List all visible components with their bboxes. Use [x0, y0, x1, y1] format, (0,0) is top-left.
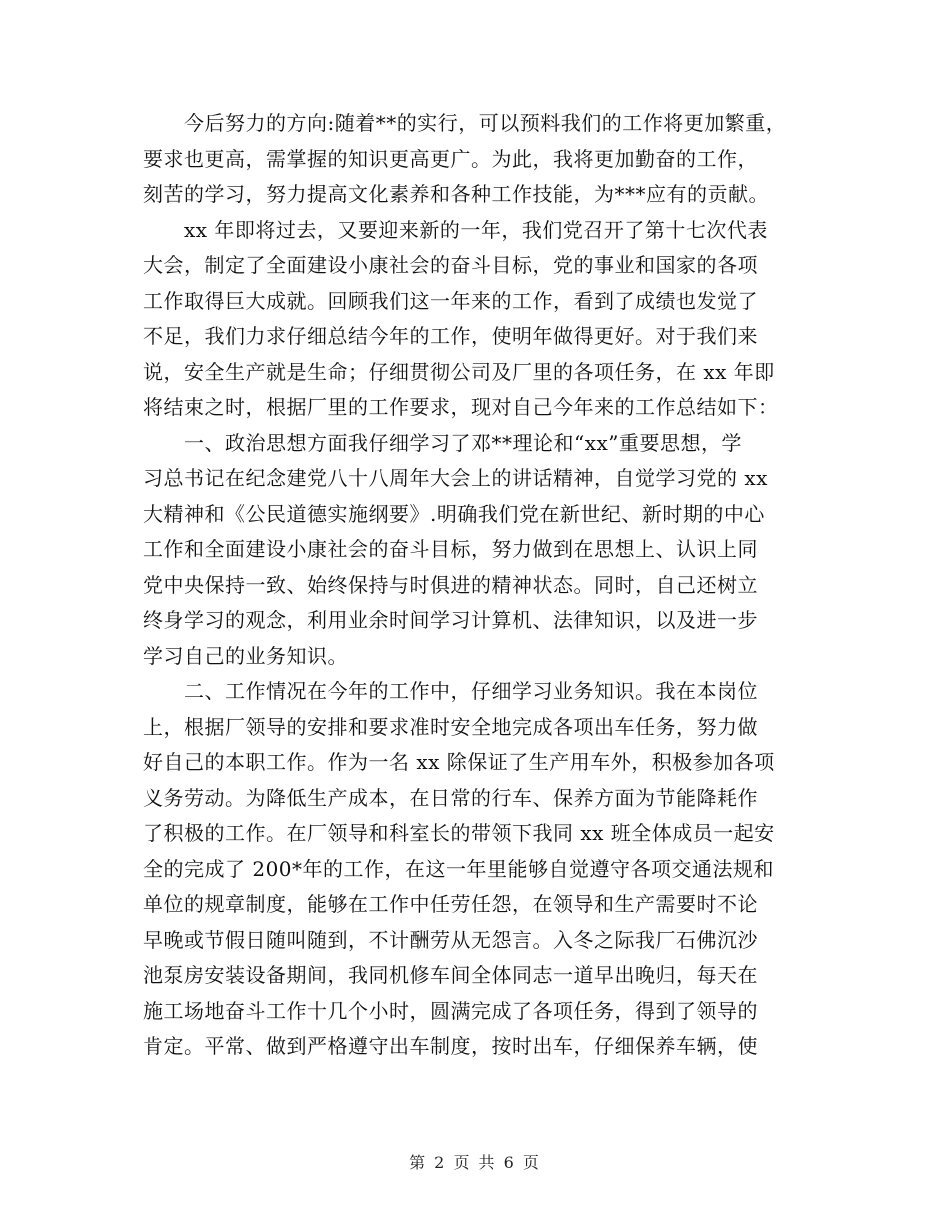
text-line: 将结束之时，根据厂里的工作要求，现对自己今年来的工作总结如下：: [143, 395, 779, 419]
text-line: 义务劳动。为降低生产成本，在日常的行车、保养方面为节能降耗作: [143, 785, 758, 810]
text-line: 肯定。平常、做到严格遵守出车制度，按时出车，仔细保养车辆，使: [143, 1034, 758, 1058]
text-line: 施工场地奋斗工作十几个小时，圆满完成了各项任务，得到了领导的: [143, 998, 758, 1023]
text-line: 好自己的本职工作。作为一名 xx 除保证了生产用车外，积极参加各项: [143, 750, 775, 774]
text-line: 了积极的工作。在厂领导和科室长的带领下我同 xx 班全体成员一起安: [143, 821, 775, 845]
page-number-footer: 第 2 页 共 6 页: [409, 1153, 541, 1172]
text-line: 工作和全面建设小康社会的奋斗目标，努力做到在思想上、认识上同: [143, 537, 758, 561]
text-line: 不足，我们力求仔细总结今年的工作，使明年做得更好。对于我们来: [143, 324, 758, 348]
text-line: 习总书记在纪念建党八十八周年大会上的讲话精神，自觉学习党的 xx: [143, 466, 768, 490]
text-line: 终身学习的观念，利用业余时间学习计算机、法律知识，以及进一步: [143, 608, 758, 632]
text-line: 池泵房安装设备期间，我同机修车间全体同志一道早出晚归，每天在: [143, 963, 758, 987]
text-line: 学习自己的业务知识。: [143, 643, 348, 668]
text-line: 大会，制定了全面建设小康社会的奋斗目标，党的事业和国家的各项: [143, 253, 758, 277]
text-line: xx 年即将过去，又要迎来新的一年，我们党召开了第十七次代表: [143, 217, 768, 242]
text-line: 二、工作情况在今年的工作中，仔细学习业务知识。我在本岗位: [143, 679, 758, 703]
document-body: [143, 106, 808, 1065]
text-line: 说，安全生产就是生命；仔细贯彻公司及厂里的各项任务，在 xx 年即: [143, 359, 775, 384]
text-line: 上，根据厂领导的安排和要求准时安全地完成各项出车任务，努力做: [143, 714, 758, 739]
text-line: 要求也更高，需掌握的知识更高更广。为此，我将更加勤奋的工作，: [143, 146, 758, 171]
text-line: 大精神和《公民道德实施纲要》.明确我们党在新世纪、新时期的中心: [143, 501, 765, 526]
text-line: 党中央保持一致、始终保持与时俱进的精神状态。同时，自己还树立: [143, 572, 758, 597]
text-line: 今后努力的方向:随着**的实行，可以预料我们的工作将更加繁重，: [143, 111, 787, 135]
text-line: 全的完成了 200*年的工作，在这一年里能够自觉遵守各项交通法规和: [143, 856, 775, 881]
text-line: 单位的规章制度，能够在工作中任劳任怨，在领导和生产需要时不论: [143, 892, 758, 916]
text-line: 早晚或节假日随叫随到，不计酬劳从无怨言。入冬之际我厂石佛沉沙: [143, 927, 758, 952]
text-line: 工作取得巨大成就。回顾我们这一年来的工作，看到了成绩也发觉了: [143, 288, 758, 313]
text-line: 刻苦的学习，努力提高文化素养和各种工作技能，为***应有的贡献。: [143, 182, 769, 206]
text-line: 一、政治思想方面我仔细学习了邓**理论和“xx”重要思想，学: [143, 430, 743, 455]
